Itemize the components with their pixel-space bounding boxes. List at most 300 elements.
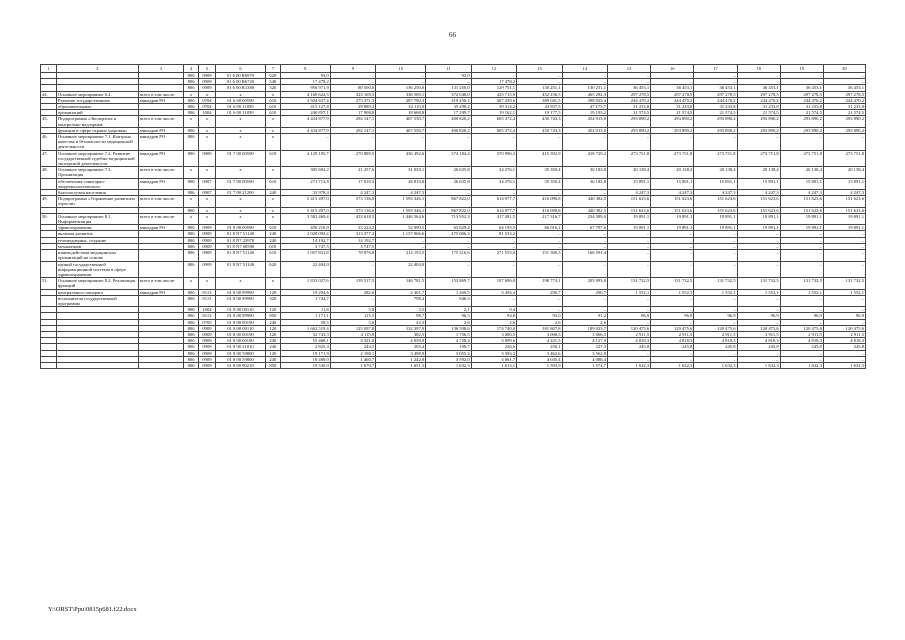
- table-cell: 610: [265, 97, 280, 103]
- table-cell: 1 593 346,1: [376, 196, 426, 207]
- table-cell: 467 550,7: [376, 116, 426, 127]
- table-cell: –: [780, 350, 823, 356]
- table-cell: –: [426, 79, 471, 85]
- table-cell: x: [184, 167, 199, 178]
- table-cell: [56, 362, 138, 368]
- table-cell: 19 891,1: [780, 225, 823, 231]
- table-cell: 1 632,3: [651, 362, 694, 368]
- table-cell: 614 977,7: [471, 196, 516, 207]
- table-cell: всего в том числе:: [138, 196, 183, 207]
- table-cell: 01 6 00 R6970: [215, 73, 265, 79]
- table-cell: 806: [184, 350, 199, 356]
- table-cell: 01 8 00 00110: [215, 325, 265, 331]
- table-cell: 4 115,8: [330, 331, 375, 337]
- column-header: 5: [198, 65, 215, 73]
- table-cell: 01 6 00 R6720: [215, 79, 265, 85]
- table-cell: 20 138,4: [737, 167, 780, 178]
- table-cell: 1 171,1: [280, 313, 330, 319]
- column-header: 8: [280, 65, 330, 73]
- table-cell: –: [823, 295, 865, 306]
- column-header: 16: [651, 65, 694, 73]
- table-cell: 244 470,2: [737, 97, 780, 103]
- table-cell: 244 470,2: [823, 97, 865, 103]
- table-cell: 273 751,8: [823, 150, 865, 167]
- table-cell: –: [517, 237, 562, 243]
- table-cell: 806: [184, 237, 199, 243]
- table-cell: 01 8 00 99990: [215, 313, 265, 319]
- table-cell: 96,9: [608, 313, 651, 319]
- table-cell: 382,5: [376, 331, 426, 337]
- table-cell: 374 184,4: [426, 150, 471, 167]
- table-cell: x: [265, 207, 280, 213]
- table-cell: 293 890,2: [694, 127, 737, 133]
- table-cell: –: [694, 356, 737, 362]
- table-row: [41, 116, 866, 127]
- table-cell: благополучия населения: [56, 190, 138, 196]
- table-cell: Основное мероприятие 8.1. Информатизация: [56, 213, 138, 224]
- table-cell: 297 278,5: [694, 91, 737, 97]
- table-cell: –: [737, 261, 780, 278]
- table-cell: 240: [265, 356, 280, 362]
- table-cell: 475 006,3: [426, 231, 471, 237]
- table-cell: –: [737, 231, 780, 237]
- table-cell: –: [780, 261, 823, 278]
- table-cell: –: [694, 350, 737, 356]
- table-cell: –: [562, 261, 607, 278]
- table-cell: 189 023,7: [562, 325, 607, 331]
- table-cell: 49.: [41, 196, 57, 207]
- table-cell: 1 632,3: [608, 362, 651, 368]
- table-cell: x: [215, 127, 265, 133]
- table-cell: –: [694, 231, 737, 237]
- table-cell: 01 8 00 00110: [215, 307, 265, 313]
- table-cell: 2,6: [471, 319, 516, 325]
- table-cell: минздрав РО: [138, 127, 183, 133]
- table-cell: –: [608, 261, 651, 278]
- table-cell: минздрав РО: [138, 150, 183, 167]
- table-cell: x: [265, 278, 280, 289]
- column-header: 6: [215, 65, 265, 73]
- table-cell: 293 890,2: [651, 116, 694, 127]
- table-cell: 271 553,0: [471, 250, 516, 261]
- table-cell: –: [608, 79, 651, 85]
- table-cell: 417 281,5: [471, 213, 516, 224]
- table-cell: –: [330, 79, 375, 85]
- table-cell: 120 475,6: [780, 325, 823, 331]
- table-cell: 244 470,2: [608, 97, 651, 103]
- table-cell: 2 911,5: [780, 331, 823, 337]
- table-cell: 19 891,1: [651, 225, 694, 231]
- table-cell: –: [780, 79, 823, 85]
- column-header: 10: [376, 65, 426, 73]
- table-cell: 01 8 N7 23970: [215, 237, 265, 243]
- table-cell: 64 195,5: [471, 225, 516, 231]
- table-cell: 47.: [41, 150, 57, 167]
- table-cell: 21 574,5: [780, 110, 823, 116]
- table-cell: 01 8 00 00190: [215, 319, 265, 325]
- table-cell: 3 006,5: [517, 331, 562, 337]
- table-cell: 21 574,5: [651, 110, 694, 116]
- table-cell: 15 891,1: [694, 178, 737, 189]
- table-cell: 151 623,6: [780, 207, 823, 213]
- table-cell: –: [737, 134, 780, 151]
- table-cell: 570 996,3: [471, 150, 516, 167]
- table-cell: –: [694, 295, 737, 306]
- table-cell: –: [694, 243, 737, 249]
- table-cell: 18 668,8: [376, 110, 426, 116]
- table-cell: –: [376, 237, 426, 243]
- table-cell: организаций: [56, 110, 138, 116]
- table-cell: 270 889,5: [330, 150, 375, 167]
- table-cell: –: [780, 237, 823, 243]
- table-cell: 4 247,3: [608, 190, 651, 196]
- table-cell: –: [608, 295, 651, 306]
- table-cell: 1 593,9: [517, 362, 562, 368]
- table-cell: 63 629,4: [426, 225, 471, 231]
- table-cell: 273 751,8: [608, 150, 651, 167]
- table-cell: 35 350,4: [517, 167, 562, 178]
- table-cell: –: [737, 319, 780, 325]
- table-cell: 610: [265, 104, 280, 110]
- table-cell: 19 891,1: [651, 213, 694, 224]
- table-cell: 2,6: [562, 319, 607, 325]
- table-cell: –: [376, 79, 426, 85]
- table-cell: обеспечения санитарно-эпидемиологического: [56, 178, 138, 189]
- table-cell: x: [198, 167, 215, 178]
- table-cell: 136 598,6: [426, 325, 471, 331]
- table-cell: 290,7: [562, 289, 607, 295]
- table-cell: 42,3: [376, 319, 426, 325]
- table-cell: 806: [184, 362, 199, 368]
- table-cell: 1 833 027,6: [280, 278, 330, 289]
- table-cell: 81 533,2: [471, 231, 516, 237]
- table-cell: 01 8 N7 00590: [215, 243, 265, 249]
- table-cell: 47 175,7: [562, 104, 607, 110]
- table-cell: 19 891,1: [694, 225, 737, 231]
- table-cell: –: [651, 73, 694, 79]
- table-cell: 297 278,5: [651, 91, 694, 97]
- table-cell: 15 891,1: [651, 178, 694, 189]
- table-cell: x: [198, 278, 215, 289]
- table-cell: 440 382,5: [562, 196, 607, 207]
- table-row: [41, 362, 866, 368]
- table-cell: 17 478,2: [471, 79, 516, 85]
- table-cell: x: [198, 196, 215, 207]
- table-cell: 867 822,0: [426, 196, 471, 207]
- table-cell: 139 517,5: [330, 278, 375, 289]
- table-cell: 130 251,1: [562, 85, 607, 91]
- table-cell: –: [376, 134, 426, 151]
- table-cell: –: [471, 134, 516, 151]
- table-cell: 798,4: [376, 295, 426, 306]
- table-cell: 0909: [198, 344, 215, 350]
- table-cell: –: [330, 134, 375, 151]
- table-cell: –: [737, 295, 780, 306]
- table-cell: 01 7 00 00590: [215, 178, 265, 189]
- table-cell: 293 890,2: [737, 127, 780, 133]
- table-cell: 2 401,7: [376, 289, 426, 295]
- table-cell: 52 090,5: [376, 225, 426, 231]
- table-cell: 136 250,0: [376, 85, 426, 91]
- table-cell: 610: [265, 178, 280, 189]
- table-cell: 573 136,0: [330, 196, 375, 207]
- table-cell: –: [471, 261, 516, 278]
- table-cell: 19 891,1: [694, 213, 737, 224]
- table-cell: 1 552,1: [823, 289, 865, 295]
- table-cell: 5,6: [330, 319, 375, 325]
- page-number: 66: [449, 31, 456, 39]
- table-cell: 151 623,6: [780, 196, 823, 207]
- table-cell: 19 891,1: [608, 213, 651, 224]
- table-cell: 540: [265, 79, 280, 85]
- table-cell: x: [184, 278, 199, 289]
- table-cell: 21 574,5: [737, 110, 780, 116]
- table-cell: 115,5: [330, 313, 375, 319]
- table-cell: –: [280, 134, 330, 151]
- table-cell: x: [215, 196, 265, 207]
- table-cell: 4 247,3: [330, 190, 375, 196]
- table-cell: всего в том числе:: [138, 278, 183, 289]
- table-cell: 2 911,5: [694, 331, 737, 337]
- table-cell: 120: [265, 325, 280, 331]
- table-cell: 367 239,6: [471, 97, 516, 103]
- table-cell: 320: [265, 85, 280, 91]
- table-cell: 91,2: [562, 313, 607, 319]
- table-cell: –: [517, 261, 562, 278]
- table-cell: –: [471, 237, 516, 243]
- table-cell: 273 751,8: [694, 150, 737, 167]
- table-cell: 297 278,5: [823, 91, 865, 97]
- table-cell: –: [737, 73, 780, 79]
- table-cell: –: [517, 243, 562, 249]
- table-cell: x: [215, 116, 265, 127]
- table-cell: 610: [265, 243, 280, 249]
- table-cell: 19 891,1: [823, 213, 865, 224]
- table-cell: 93,0: [280, 73, 330, 79]
- table-cell: 01 8 N7 51140: [215, 250, 265, 261]
- table-cell: 19 891,1: [823, 225, 865, 231]
- table-cell: 131 732,5: [737, 278, 780, 289]
- table-cell: [138, 250, 183, 261]
- table-cell: 120: [265, 289, 280, 295]
- table-cell: 240: [265, 344, 280, 350]
- table-cell: 5 415 497,0: [280, 196, 330, 207]
- table-cell: 31 233,8: [694, 104, 737, 110]
- table-cell: исполнителя государственной программы: [56, 295, 138, 306]
- table-cell: 806: [184, 178, 199, 189]
- table-cell: 17 908,8: [330, 110, 375, 116]
- table-cell: 15 891,1: [608, 178, 651, 189]
- table-cell: 131 732,5: [651, 278, 694, 289]
- table-cell: 4 247,3: [651, 190, 694, 196]
- table-cell: 96,5: [426, 313, 471, 319]
- budget-table: [40, 64, 866, 369]
- table-cell: –: [376, 243, 426, 249]
- table-cell: 2 911,5: [823, 331, 865, 337]
- column-header: 14: [562, 65, 607, 73]
- table-cell: –: [823, 250, 865, 261]
- table-cell: 174 740,0: [471, 325, 516, 331]
- table-cell: 0,4: [471, 307, 516, 313]
- table-cell: 450 743,3: [517, 127, 562, 133]
- table-cell: 01 8 00 00590: [215, 225, 265, 231]
- table-cell: Основное мероприятие 8.2. Реализация функций: [56, 278, 138, 289]
- table-cell: –: [694, 237, 737, 243]
- table-cell: 01 8 00 59800: [215, 356, 265, 362]
- table-cell: –: [562, 231, 607, 237]
- table-cell: 3 747,5: [330, 243, 375, 249]
- table-cell: 66 016,2: [517, 225, 562, 231]
- table-cell: 120 475,6: [823, 325, 865, 331]
- table-cell: –: [780, 231, 823, 237]
- table-cell: 293 890,2: [823, 127, 865, 133]
- table-cell: x: [265, 91, 280, 97]
- table-cell: –: [694, 134, 737, 151]
- table-cell: 22 404,0: [280, 261, 330, 278]
- table-cell: 297 278,5: [780, 91, 823, 97]
- table-cell: взаимодействия медицинских организаций на основе: [56, 250, 138, 261]
- table-cell: 4 818,3: [823, 338, 865, 344]
- column-header: 9: [330, 65, 375, 73]
- table-cell: всего в том числе:: [138, 91, 183, 97]
- table-cell: –: [330, 261, 375, 278]
- table-cell: 58,3: [280, 319, 330, 325]
- table-cell: –: [694, 261, 737, 278]
- table-cell: –: [517, 231, 562, 237]
- table-cell: 15 891,1: [737, 178, 780, 189]
- table-cell: 36 183,8: [562, 178, 607, 189]
- table-cell: 4 247,3: [694, 190, 737, 196]
- table-row: [41, 178, 866, 189]
- table-cell: –: [517, 73, 562, 79]
- table-cell: –: [737, 243, 780, 249]
- table-cell: –: [651, 134, 694, 151]
- table-cell: 1 651,5: [376, 362, 426, 368]
- table-cell: 440 382,5: [562, 207, 607, 213]
- table-cell: 0113: [198, 295, 215, 306]
- table-cell: –: [823, 350, 865, 356]
- table-cell: 1 460,7: [330, 356, 375, 362]
- table-cell: 293 890,2: [651, 127, 694, 133]
- table-cell: 415 392,9: [517, 150, 562, 167]
- table-cell: минздрав РО: [138, 289, 183, 295]
- table-cell: x: [184, 91, 199, 97]
- table-cell: 146 781,5: [376, 278, 426, 289]
- table-cell: 1 593 346,1: [376, 207, 426, 213]
- table-cell: 23 224,2: [330, 225, 375, 231]
- table-cell: 1 632,3: [694, 362, 737, 368]
- table-cell: –: [780, 73, 823, 79]
- table-cell: 245,8: [823, 344, 865, 350]
- table-cell: 4 247,3: [823, 190, 865, 196]
- table-cell: 0909: [198, 73, 215, 79]
- table-cell: 19 891,1: [737, 213, 780, 224]
- table-cell: 806: [184, 134, 199, 151]
- table-cell: 293 890,2: [780, 127, 823, 133]
- table-cell: 415 127,8: [280, 104, 330, 110]
- table-cell: 467 550,7: [376, 127, 426, 133]
- table-cell: x: [198, 127, 215, 133]
- table-cell: 319 450,1: [426, 97, 471, 103]
- table-cell: 4 247,3: [737, 190, 780, 196]
- table-cell: –: [608, 237, 651, 243]
- table-cell: 21 257,6: [330, 167, 375, 178]
- table-cell: –: [780, 307, 823, 313]
- column-header: 7: [265, 65, 280, 73]
- table-cell: –: [608, 73, 651, 79]
- table-cell: 19 530,0: [280, 362, 330, 368]
- table-cell: 01 7 00 00590: [215, 150, 265, 167]
- table-cell: x: [198, 91, 215, 97]
- table-cell: 0907: [198, 190, 215, 196]
- table-cell: механизмов: [56, 243, 138, 249]
- table-cell: x: [215, 91, 265, 97]
- table-cell: 36 453,1: [694, 85, 737, 91]
- table-cell: 151 300,5: [517, 250, 562, 261]
- table-cell: 01 7 00 21200: [215, 190, 265, 196]
- column-header: 13: [517, 65, 562, 73]
- table-cell: 19 891,1: [608, 225, 651, 231]
- table-cell: x: [265, 127, 280, 133]
- table-cell: 80 500,0: [330, 85, 375, 91]
- table-cell: 20 138,4: [694, 167, 737, 178]
- table-cell: 31 058,1: [376, 167, 426, 178]
- table-cell: 806: [184, 250, 199, 261]
- table-cell: 806: [184, 73, 199, 79]
- table-cell: 1 662 519,4: [280, 325, 330, 331]
- table-cell: 2 825,4: [280, 344, 330, 350]
- table-cell: 20 138,4: [651, 167, 694, 178]
- table-cell: –: [694, 250, 737, 261]
- table-cell: –: [823, 356, 865, 362]
- table-cell: 1 552,1: [651, 289, 694, 295]
- table-cell: 4 818,3: [651, 338, 694, 344]
- table-cell: Подпрограмма «Экспертиза и контрольно-надзорные: [56, 116, 138, 127]
- table-cell: 275 371,3: [330, 97, 375, 103]
- table-cell: [41, 250, 57, 261]
- table-cell: –: [651, 356, 694, 362]
- table-cell: –: [517, 295, 562, 306]
- table-cell: 01 8 00 90210: [215, 362, 265, 368]
- table-cell: –: [651, 350, 694, 356]
- table-cell: 0909: [198, 79, 215, 85]
- table-cell: 2,6: [426, 319, 471, 325]
- table-cell: 244 470,2: [780, 97, 823, 103]
- table-cell: 273 751,8: [737, 150, 780, 167]
- table-cell: 1 632,3: [823, 362, 865, 368]
- table-cell: 806: [184, 307, 199, 313]
- table-cell: 01 8 N7 51140: [215, 261, 265, 278]
- table-cell: 3 504 637,4: [280, 97, 330, 103]
- table-cell: Основное мероприятие 7.1. Контроль качества и безопасности медицинской деятельности: [56, 134, 138, 151]
- column-header: 4: [184, 65, 199, 73]
- table-cell: 15 891,1: [823, 178, 865, 189]
- table-cell: –: [426, 134, 471, 151]
- table-cell: 14 192,7: [330, 237, 375, 243]
- table-cell: –: [426, 237, 471, 243]
- table-cell: 372 048,0: [426, 91, 471, 97]
- table-cell: 0909: [198, 231, 215, 237]
- table-cell: 240: [265, 319, 280, 325]
- table-cell: –: [737, 307, 780, 313]
- table-cell: образовательных: [56, 104, 138, 110]
- column-header: 19: [780, 65, 823, 73]
- table-cell: 946,3: [426, 295, 471, 306]
- table-cell: 867 822,0: [426, 207, 471, 213]
- table-cell: –: [562, 73, 607, 79]
- table-cell: –: [823, 237, 865, 243]
- table-cell: 19 294,6: [280, 289, 330, 295]
